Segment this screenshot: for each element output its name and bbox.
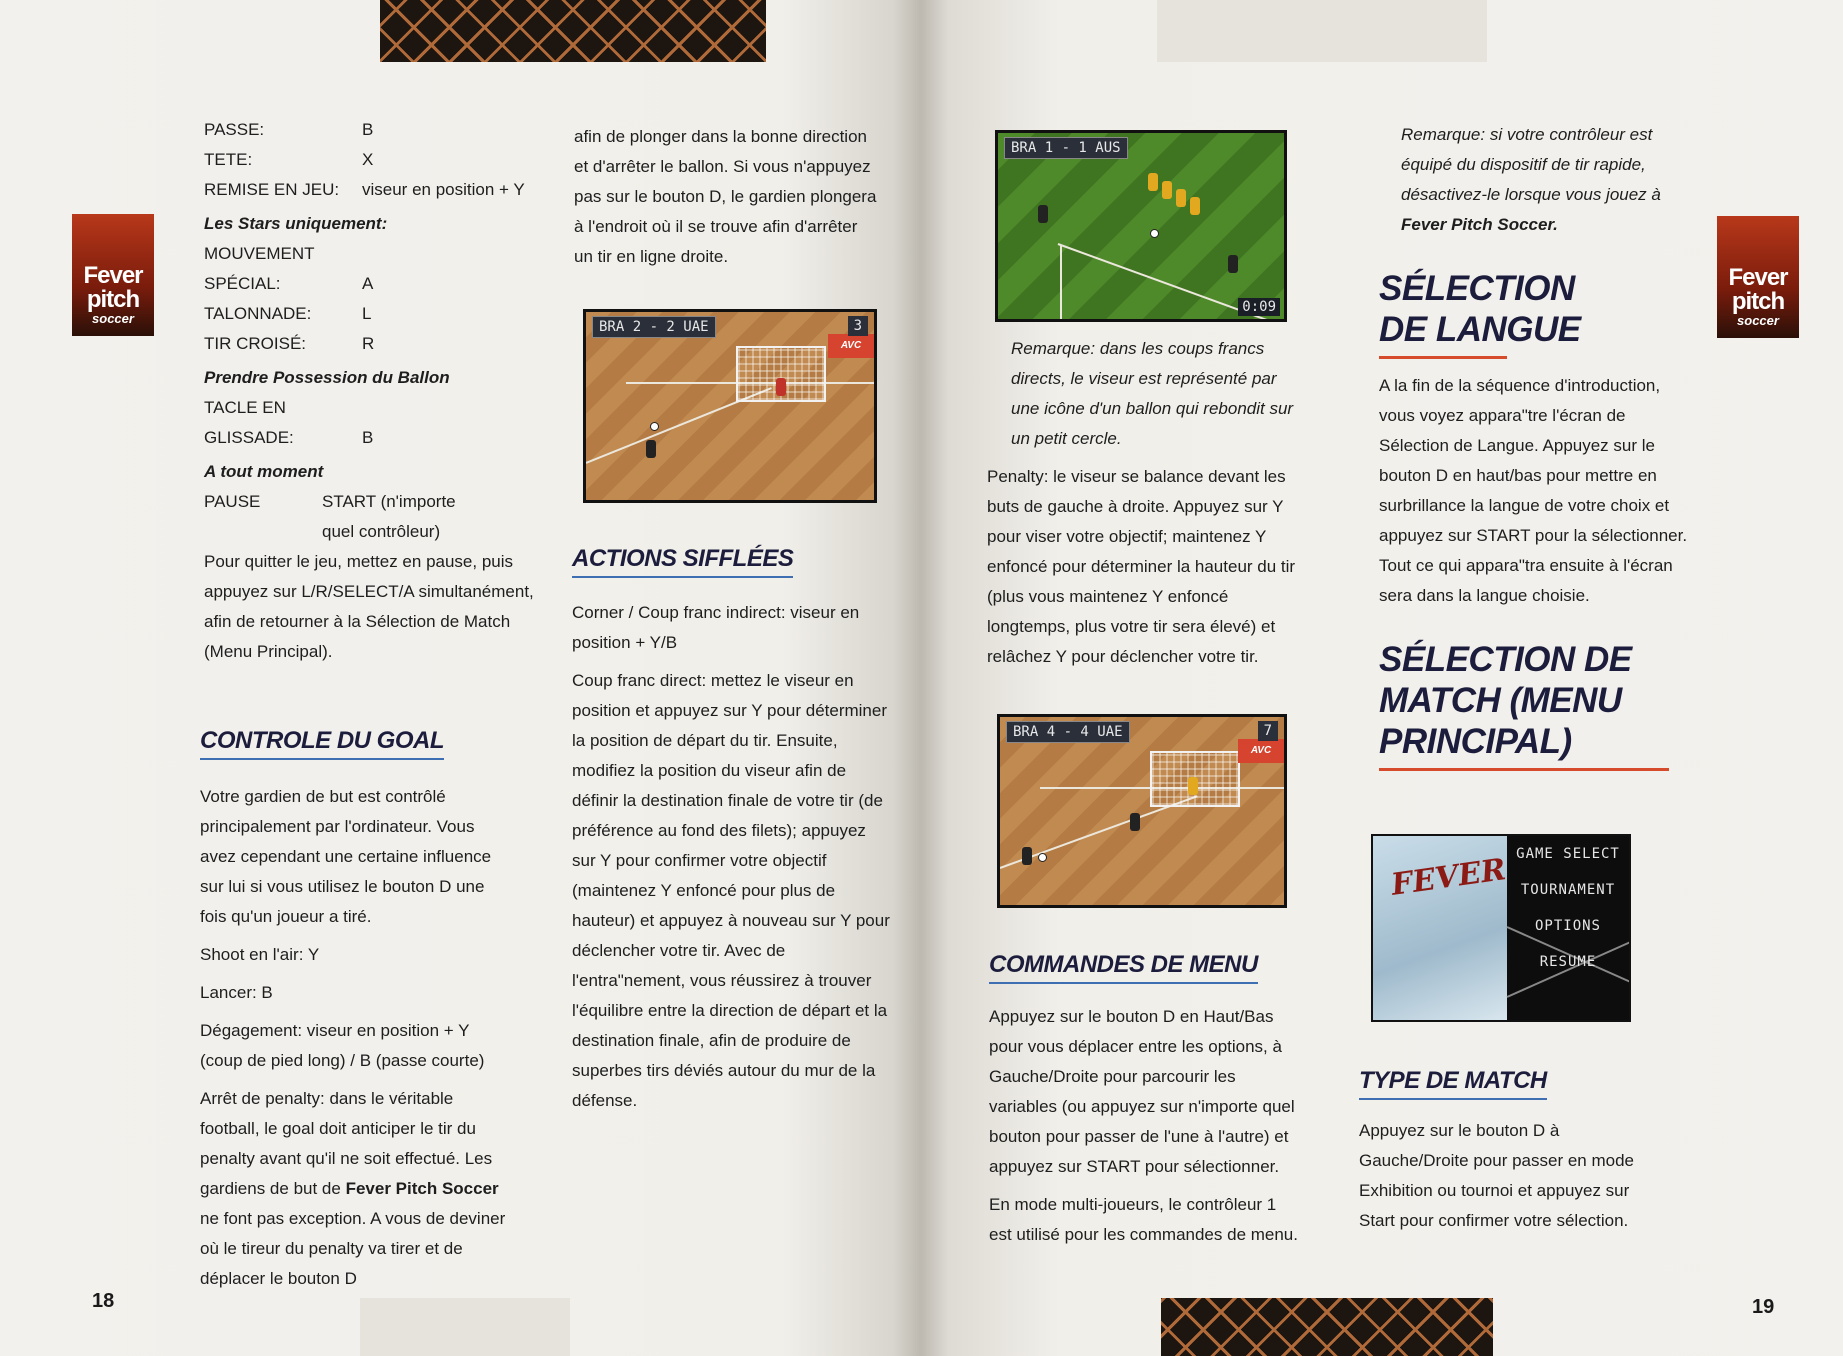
multiplayer-paragraph: En mode multi-joueurs, le contrôleur 1 est utilisé pour les commandes de menu. (989, 1195, 1298, 1244)
game-screenshot-free-kick (583, 309, 877, 503)
goal-net-decoration (380, 0, 766, 62)
clear-text: Dégagement: viseur en position + Y (coup de pied long) / B (passe courte) (200, 1021, 485, 1070)
fever-pitch-logo: Fever pitch soccer (1717, 216, 1799, 338)
right-page (921, 0, 1843, 1356)
left-column-1 (204, 115, 534, 675)
throw-text: Lancer: B (200, 983, 273, 1002)
free-kick-remark: Remarque: dans les coups francs directs, le viseur est représenté par une icône d'un ballon qui rebondit sur un petit cercle. (1011, 339, 1294, 448)
match-selection-heading: SÉLECTION DE MATCH (MENU PRINCIPAL) (1379, 640, 1632, 761)
menu-art: FEVER (1373, 836, 1507, 1020)
menu-item-tournament: TOURNAMENT (1520, 882, 1616, 898)
score-hud: BRA 4 - 4 UAE (1006, 721, 1130, 743)
goal-heading: CONTROLE DU GOAL (200, 726, 444, 760)
language-paragraph: A la fin de la séquence d'introduction, vous voyez appara"tre l'écran de Sélection de Langue. Appuyez sur le bouton D en haut/bas pour mettre en surbrillance la langue de votre choix et appuyez sur START pour la sélectionner. Tout ce qui appara"tra ensuite à l'écran sera dans la langue choisie. (1379, 376, 1688, 605)
quit-paragraph: Pour quitter le jeu, mettez en pause, puis appuyez sur L/R/SELECT/A simultanément, afin de retourner à la Sélection de Match (Menu Principal). (204, 552, 534, 661)
rapid-fire-remark: Remarque: si votre contrôleur est équipé du dispositif de tir rapide, désactivez-le lorsque vous jouez à Fever Pitch Soccer. (1401, 125, 1661, 234)
anytime-subtitle: A tout moment (204, 462, 324, 481)
control-row: TIR CROISÉ: R (204, 334, 375, 353)
timer-tag: 7 (1258, 721, 1278, 741)
match-type-heading: TYPE DE MATCH (1359, 1066, 1547, 1100)
page-number: 18 (92, 1290, 115, 1312)
page-shadow-decoration (360, 1298, 570, 1356)
menu-item-resume: RESUME (1539, 954, 1597, 970)
language-heading: SÉLECTION DE LANGUE (1379, 269, 1581, 349)
control-row: TALONNADE: L (204, 304, 372, 323)
timer-tag: 3 (848, 316, 868, 336)
page-number: 19 (1752, 1296, 1775, 1318)
menu-commands-heading: COMMANDES DE MENU (989, 950, 1258, 984)
control-row: TETE: X (204, 150, 374, 169)
page-shadow-decoration (1157, 0, 1487, 62)
fever-pitch-logo: Fever pitch soccer (72, 214, 154, 336)
match-clock: 0:09 (1238, 298, 1280, 316)
shoot-text: Shoot en l'air: Y (200, 945, 320, 964)
menu-commands-section (989, 950, 1299, 1258)
control-row: GLISSADE: B (204, 428, 374, 447)
heading-underline (1379, 356, 1507, 359)
game-screenshot-free-kick-wall (995, 130, 1287, 322)
control-row: MOUVEMENT (204, 244, 315, 263)
direct-free-kick-paragraph: Coup franc direct: mettez le viseur en position et appuyez sur Y pour déterminer la position de départ du tir. Ensuite, modifiez la position du viseur afin de définir la destination finale de votre tir (de préférence au fond des filets); appuyez sur Y pour confirmer votre objectif (maintenez Y enfoncé pour plus de hauteur) et appuyez à nouveau sur Y pour déclencher votre tir. Avec de l'entra"nement, vous réussirez à trouver l'équilibre entre la direction de départ et la destination finale, afin de produire de superbes tirs déviés autour du mur de la défense. (572, 671, 890, 1110)
penalty-paragraph: Penalty: le viseur se balance devant les buts de gauche à droite. Appuyez sur Y pour viser votre objectif; maintenez Y enfoncé pour déterminer la hauteur du tir (plus vous maintenez Y enfoncé longtemps, plus votre tir sera élevé) et relâchez Y pour déclencher votre tir. (987, 467, 1296, 666)
goal-paragraph: Votre gardien de but est contrôlé principalement par l'ordinateur. Vous avez cependant une certaine influence sur lui si vous utilisez le bouton D une fois qu'un joueur a tiré. (200, 787, 492, 926)
right-column-1 (987, 334, 1297, 680)
control-row: TACLE EN (204, 398, 286, 417)
control-row: PAUSE START (n'importe quel contrôleur) (204, 492, 456, 541)
match-type-section (1359, 1066, 1669, 1244)
control-row: PASSE: B (204, 120, 374, 139)
match-type-paragraph: Appuyez sur le bouton D à Gauche/Droite pour passer en mode Exhibition ou tournoi et appuyez sur Start pour confirmer votre sélection. (1359, 1121, 1634, 1230)
corner-text: Corner / Coup franc indirect: viseur en position + Y/B (572, 603, 860, 652)
game-screenshot-penalty (997, 714, 1287, 908)
menu-item-options: OPTIONS (1534, 918, 1601, 934)
main-menu-screenshot (1371, 834, 1631, 1022)
score-hud: BRA 1 - 1 AUS (1004, 137, 1128, 159)
menu-list (1507, 836, 1629, 980)
score-hud: BRA 2 - 2 UAE (592, 316, 716, 338)
stars-subtitle: Les Stars uniquement: (204, 214, 388, 233)
right-column-2 (1379, 120, 1689, 783)
control-row: REMISE EN JEU: viseur en position + Y (204, 180, 525, 199)
possession-subtitle: Prendre Possession du Ballon (204, 368, 450, 387)
advert-board: AVC (1238, 739, 1284, 763)
whistled-section (572, 544, 892, 1124)
advert-board: AVC (828, 334, 874, 358)
control-row: SPÉCIAL: A (204, 274, 374, 293)
goal-net-decoration (1161, 1298, 1493, 1356)
left-column-2 (574, 122, 880, 280)
keeper-dive-paragraph: afin de plonger dans la bonne direction et d'arrêter le ballon. Si vous n'appuyez pas sur le bouton D, le gardien plongera à l'endroit où il se trouve afin d'arrêter un tir en ligne droite. (574, 127, 877, 266)
penalty-save-paragraph: Arrêt de penalty: dans le véritable football, le goal doit anticiper le tir du penalty avant qu'il ne soit effectué. Les gardiens de but de Fever Pitch Soccer ne font pas exception. A vous de deviner où le tireur du penalty va tirer et de déplacer le bouton D (200, 1089, 506, 1288)
menu-item-game-select: GAME SELECT (1516, 846, 1620, 862)
left-page (0, 0, 921, 1356)
whistled-heading: ACTIONS SIFFLÉES (572, 544, 793, 578)
menu-commands-paragraph: Appuyez sur le bouton D en Haut/Bas pour vous déplacer entre les options, à Gauche/Droite pour parcourir les variables (ou appuyez sur n'importe quel bouton pour passer de l'une à l'autre) et appuyez sur START pour sélectionner. (989, 1007, 1295, 1176)
goal-section (200, 726, 510, 1302)
heading-underline (1379, 768, 1669, 771)
